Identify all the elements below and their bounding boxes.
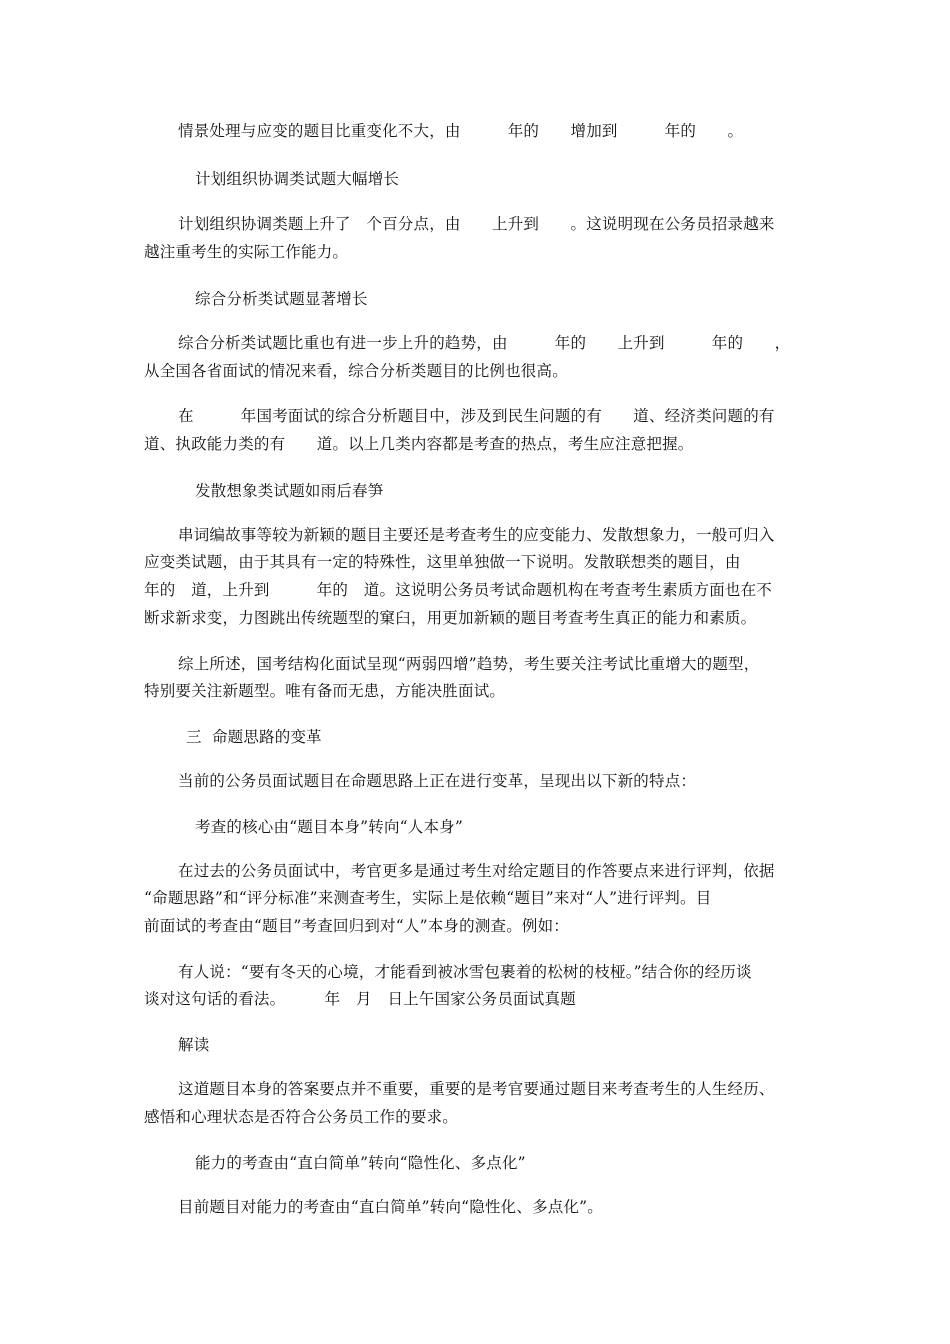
paragraph-line: 道、执政能力类的有 道。以上几类内容都是考查的热点，考生应注意把握。 — [144, 435, 694, 453]
paragraph-line: 谈对这句话的看法。 年 月 日上午国家公务员面试真题 — [144, 990, 576, 1008]
paragraph-line: 这道题目本身的答案要点并不重要，重要的是考官要通过题目来考查考生的人生经历、 — [178, 1080, 775, 1098]
section-heading: 能力的考查由“直白简单”转向“隐性化、多点化” — [195, 1154, 526, 1172]
paragraph-line: 当前的公务员面试题目在命题思路上正在进行变革，呈现出以下新的特点： — [178, 772, 697, 790]
paragraph-line: 年的 道，上升到 年的 道。这说明公务员考试命题机构在考查考生素质方面也在不 — [144, 581, 773, 599]
paragraph-line: 特别要关注新题型。唯有备而无患，方能决胜面试。 — [144, 682, 506, 700]
paragraph-line: 解读 — [178, 1036, 210, 1054]
paragraph-line: 在过去的公务员面试中，考官更多是通过考生对给定题目的作答要点来进行评判，依据 — [178, 862, 775, 880]
paragraph-line: 前面试的考查由“题目”考查回归到对“人”本身的测查。例如： — [144, 917, 569, 935]
section-heading: 计划组织协调类试题大幅增长 — [195, 170, 400, 188]
paragraph-line: 在 年国考面试的综合分析题目中，涉及到民生问题的有 道、经济类问题的有 — [178, 407, 775, 425]
paragraph-line: 越注重考生的实际工作能力。 — [144, 243, 349, 261]
section-heading: 考查的核心由“题目本身”转向“人本身” — [195, 818, 463, 836]
paragraph-line: 有人说：“要有冬天的心境，才能看到被冰雪包裹着的松树的枝桠。”结合你的经历谈 — [178, 963, 752, 981]
paragraph-line: 计划组织协调类题上升了 个百分点，由 上升到 。这说明现在公务员招录越来 — [178, 215, 775, 233]
section-heading: 综合分析类试题显著增长 — [195, 290, 368, 308]
paragraph-line: 综合分析类试题比重也有进一步上升的趋势，由 年的 上升到 年的 ， — [178, 334, 791, 352]
paragraph-line: “命题思路”和“评分标准”来测查考生，实际上是依赖“题目”来对“人”进行评判。目 — [144, 889, 712, 907]
paragraph-line: 感悟和心理状态是否符合公务员工作的要求。 — [144, 1108, 459, 1126]
paragraph-line: 从全国各省面试的情况来看，综合分析类题目的比例也很高。 — [144, 362, 568, 380]
paragraph-line: 情景处理与应变的题目比重变化不大，由 年的 增加到 年的 。 — [178, 122, 744, 140]
paragraph-line: 综上所述，国考结构化面试呈现“两弱四增”趋势，考生要关注考试比重增大的题型， — [178, 655, 760, 673]
paragraph-line: 串词编故事等较为新颖的题目主要还是考查考生的应变能力、发散想象力，一般可归入 — [178, 526, 775, 544]
section-heading: 发散想象类试题如雨后春笋 — [195, 482, 384, 500]
paragraph-line: 应变类试题，由于其具有一定的特殊性，这里单独做一下说明。发散联想类的题目，由 — [144, 553, 741, 571]
paragraph-line: 目前题目对能力的考查由“直白简单”转向“隐性化、多点化”。 — [178, 1198, 603, 1216]
section-heading: 三 命题思路的变革 — [186, 728, 322, 746]
paragraph-line: 断求新求变，力图跳出传统题型的窠臼，用更加新颖的题目考查考生真正的能力和素质。 — [144, 609, 757, 627]
